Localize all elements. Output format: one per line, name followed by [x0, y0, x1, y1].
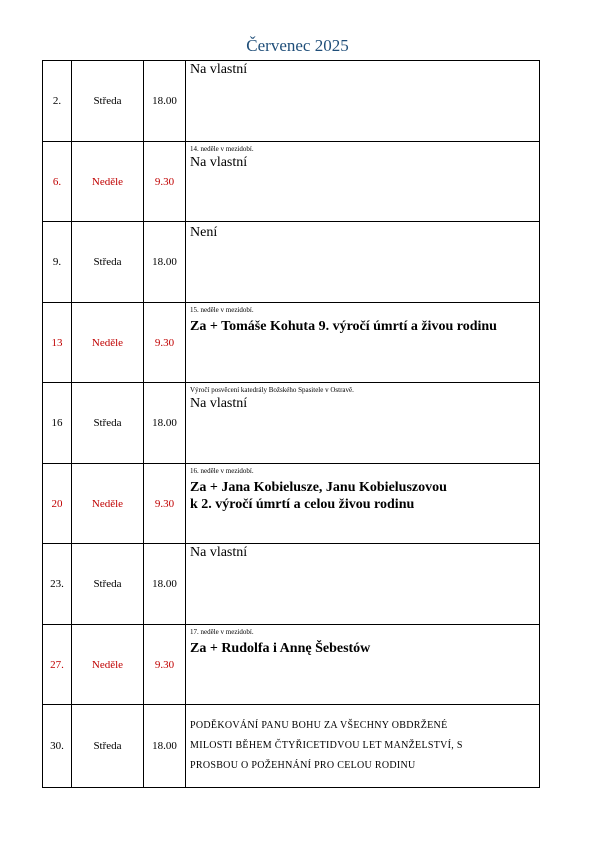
row-date: 27. — [43, 625, 72, 705]
table-row — [43, 705, 540, 788]
row-time: 18.00 — [144, 61, 186, 142]
intention-text-line-2: k 2. výročí úmrtí a celou živou rodinu — [190, 497, 415, 512]
table-row — [43, 383, 540, 464]
liturgical-note: 15. neděle v mezidobí. — [190, 306, 254, 314]
row-date: 20 — [43, 464, 72, 544]
table-row — [43, 61, 540, 142]
row-date: 23. — [43, 544, 72, 625]
table-row — [43, 142, 540, 222]
intention-text: Na vlastní — [190, 62, 248, 77]
row-day: Neděle — [72, 142, 144, 222]
liturgical-note: Výročí posvěcení katedrály Božského Spasitele v Ostravě. — [190, 386, 354, 394]
row-date: 6. — [43, 142, 72, 222]
table-row — [43, 464, 540, 544]
intention-text: Na vlastní — [190, 396, 248, 411]
intention-text-line-3: PROSBOU O POŽEHNÁNÍ PRO CELOU RODINU — [190, 760, 416, 771]
intention-text: Za + Rudolfa i Annę Šebestów — [190, 641, 371, 656]
table-row — [43, 544, 540, 625]
liturgical-note: 17. neděle v mezidobí. — [190, 628, 254, 636]
intention-text: PODĚKOVÁNÍ PANU BOHU ZA VŠECHNY OBDRŽENÉ — [190, 720, 448, 731]
row-day: Neděle — [72, 303, 144, 383]
row-time: 9.30 — [144, 625, 186, 705]
intention-text: Na vlastní — [190, 155, 248, 170]
row-day: Středa — [72, 61, 144, 142]
intention-text: Na vlastní — [190, 545, 248, 560]
row-time: 18.00 — [144, 222, 186, 303]
row-date: 30. — [43, 705, 72, 788]
intention-text-line-2: MILOSTI BĚHEM ČTYŘICETIDVOU LET MANŽELSTVÍ, S — [190, 740, 463, 751]
row-day: Neděle — [72, 464, 144, 544]
table-row — [43, 222, 540, 303]
row-date: 13 — [43, 303, 72, 383]
intention-text: Není — [190, 225, 218, 240]
row-time: 9.30 — [144, 303, 186, 383]
row-intention — [186, 142, 540, 222]
intention-text: Za + Tomáše Kohuta 9. výročí úmrtí a živou rodinu — [190, 319, 497, 334]
row-intention — [186, 705, 540, 788]
row-day: Středa — [72, 222, 144, 303]
table-row — [43, 303, 540, 383]
row-time: 18.00 — [144, 383, 186, 464]
intention-text: Za + Jana Kobielusze, Janu Kobieluszovou — [190, 480, 447, 495]
row-date: 16 — [43, 383, 72, 464]
row-intention — [186, 625, 540, 705]
row-intention — [186, 383, 540, 464]
row-day: Středa — [72, 544, 144, 625]
row-time: 18.00 — [144, 544, 186, 625]
liturgical-note: 16. neděle v mezidobí. — [190, 467, 254, 475]
row-intention — [186, 61, 540, 142]
row-time: 9.30 — [144, 142, 186, 222]
row-intention — [186, 303, 540, 383]
page-title: Červenec 2025 — [246, 36, 349, 55]
row-time: 18.00 — [144, 705, 186, 788]
row-time: 9.30 — [144, 464, 186, 544]
row-day: Neděle — [72, 625, 144, 705]
row-intention — [186, 544, 540, 625]
row-day: Středa — [72, 705, 144, 788]
schedule-table — [42, 60, 540, 788]
table-row — [43, 625, 540, 705]
row-date: 9. — [43, 222, 72, 303]
row-date: 2. — [43, 61, 72, 142]
liturgical-note: 14. neděle v mezidobí. — [190, 145, 254, 153]
row-intention — [186, 464, 540, 544]
row-day: Středa — [72, 383, 144, 464]
row-intention — [186, 222, 540, 303]
